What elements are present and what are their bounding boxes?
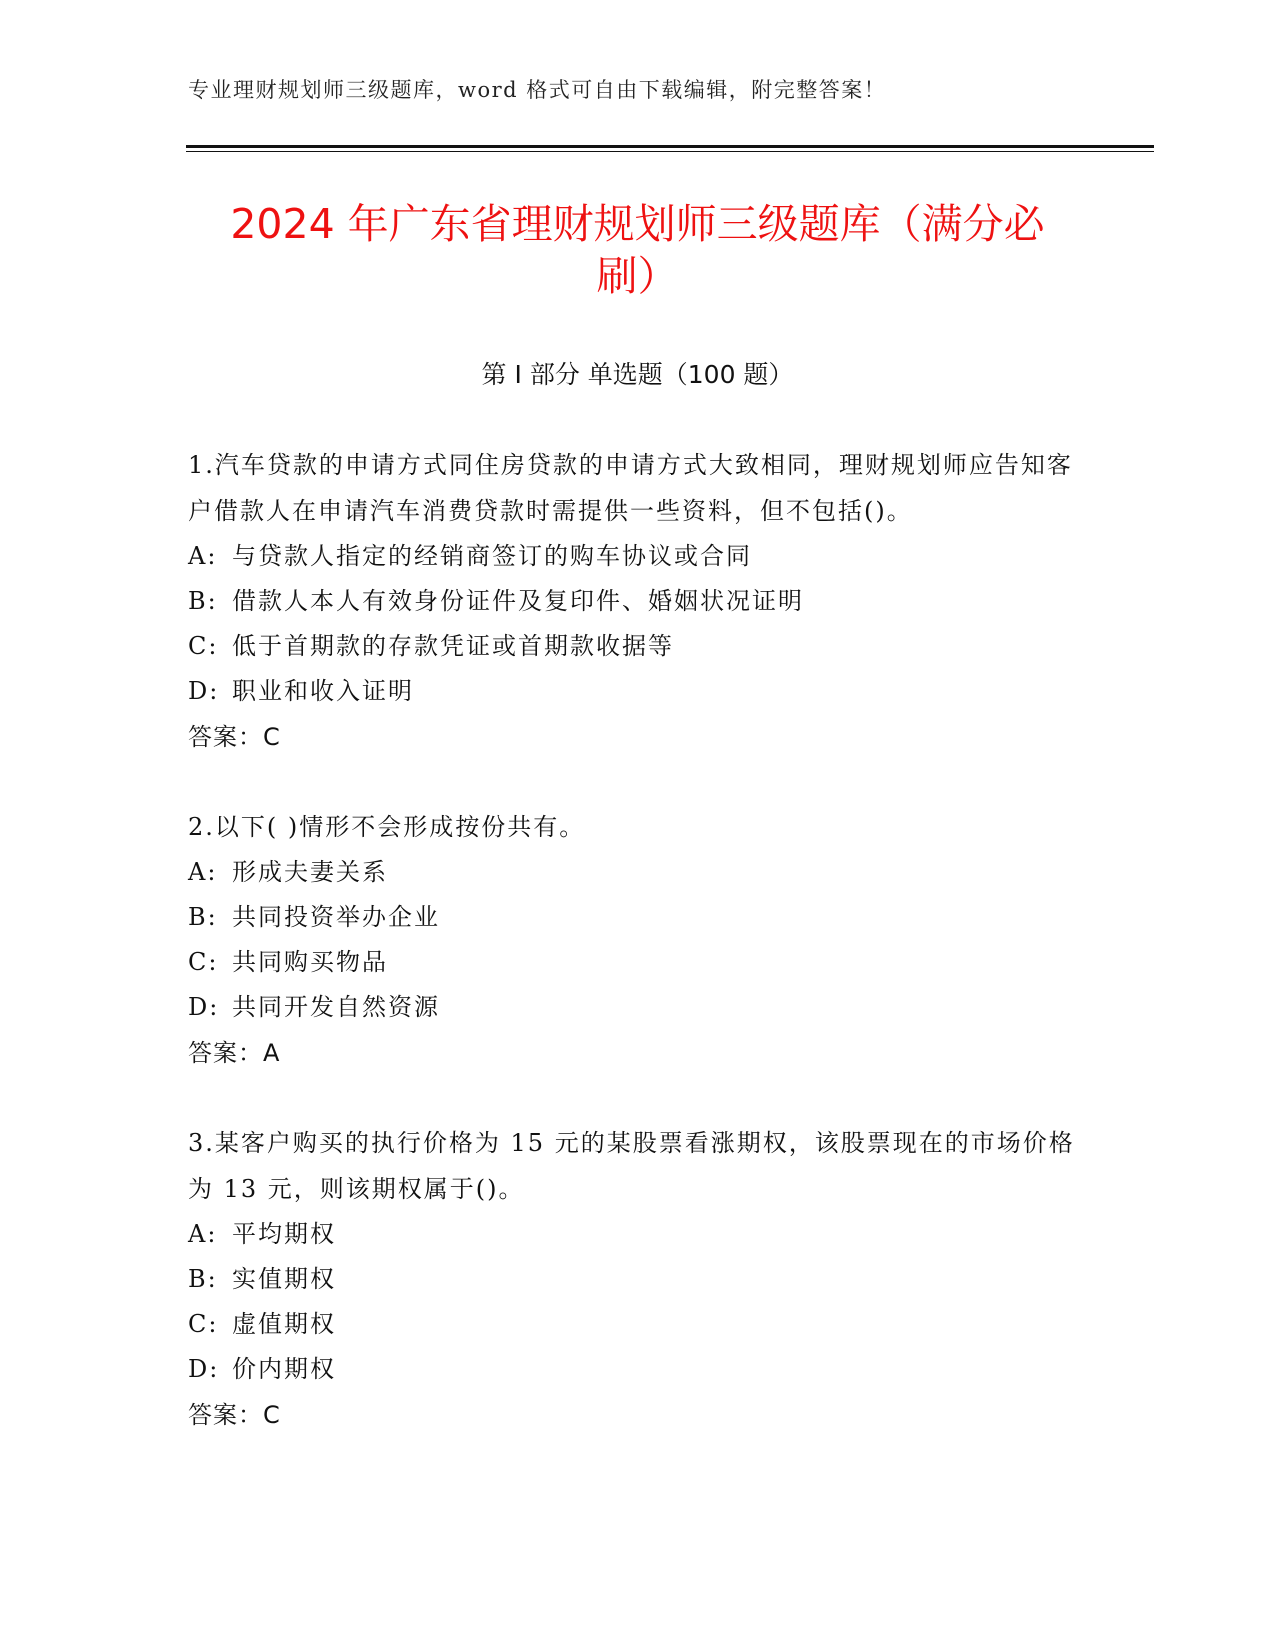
option-text: 共同投资举办企业 [232, 903, 440, 931]
option-key: B: [188, 587, 218, 615]
answer: 答案：C [188, 1401, 281, 1429]
option-d [188, 669, 1088, 714]
option-b [188, 579, 1088, 624]
header-rule-thick [186, 145, 1154, 148]
option-text: 形成夫妻关系 [232, 858, 388, 886]
question-stem: 1.汽车贷款的申请方式同住房贷款的申请方式大致相同，理财规划师应告知客户借款人在申请汽车消费贷款时需提供一些资料，但不包括()。 [188, 451, 1073, 525]
option-d [188, 985, 1088, 1030]
option-a [188, 850, 1088, 895]
option-key: D: [188, 993, 220, 1021]
option-key: B: [188, 1265, 218, 1293]
option-b [188, 1257, 1088, 1302]
document-title-line-2: 刷） [596, 252, 679, 300]
document-title-line-1: 2024 年广东省理财规划师三级题库（满分必 [230, 200, 1045, 248]
option-c [188, 940, 1088, 985]
option-text: 平均期权 [232, 1220, 336, 1248]
option-b [188, 895, 1088, 940]
option-text: 共同开发自然资源 [232, 993, 440, 1021]
question-list [188, 442, 1088, 1482]
option-key: C: [188, 632, 219, 660]
option-text: 低于首期款的存款凭证或首期款收据等 [232, 632, 674, 660]
option-key: C: [188, 1310, 219, 1338]
option-key: C: [188, 948, 219, 976]
question-stem: 2.以下( )情形不会形成按份共有。 [188, 813, 586, 841]
option-text: 共同购买物品 [232, 948, 388, 976]
document-title [160, 198, 1115, 302]
option-a [188, 534, 1088, 579]
option-text: 职业和收入证明 [232, 677, 414, 705]
option-d [188, 1347, 1088, 1392]
question-1 [188, 442, 1088, 760]
option-a [188, 1212, 1088, 1257]
header-rule-thin [186, 151, 1154, 152]
option-key: B: [188, 903, 218, 931]
option-key: D: [188, 1355, 220, 1383]
option-key: A: [188, 858, 218, 886]
option-text: 借款人本人有效身份证件及复印件、婚姻状况证明 [232, 587, 804, 615]
option-text: 实值期权 [232, 1265, 336, 1293]
section-title: 第 I 部分 单选题（100 题） [481, 360, 794, 389]
option-text: 虚值期权 [232, 1310, 336, 1338]
answer: 答案：A [188, 1039, 281, 1067]
option-key: A: [188, 1220, 218, 1248]
question-stem: 3.某客户购买的执行价格为 15 元的某股票看涨期权，该股票现在的市场价格为 13 元，则该期权属于()。 [188, 1129, 1075, 1203]
header-note: 专业理财规划师三级题库，word 格式可自由下载编辑，附完整答案！ [188, 78, 887, 102]
option-c [188, 1302, 1088, 1347]
option-key: A: [188, 542, 218, 570]
option-c [188, 624, 1088, 669]
question-3 [188, 1120, 1088, 1438]
option-text: 与贷款人指定的经销商签订的购车协议或合同 [232, 542, 752, 570]
option-key: D: [188, 677, 220, 705]
answer: 答案：C [188, 723, 281, 751]
question-2 [188, 804, 1088, 1076]
option-text: 价内期权 [232, 1355, 336, 1383]
